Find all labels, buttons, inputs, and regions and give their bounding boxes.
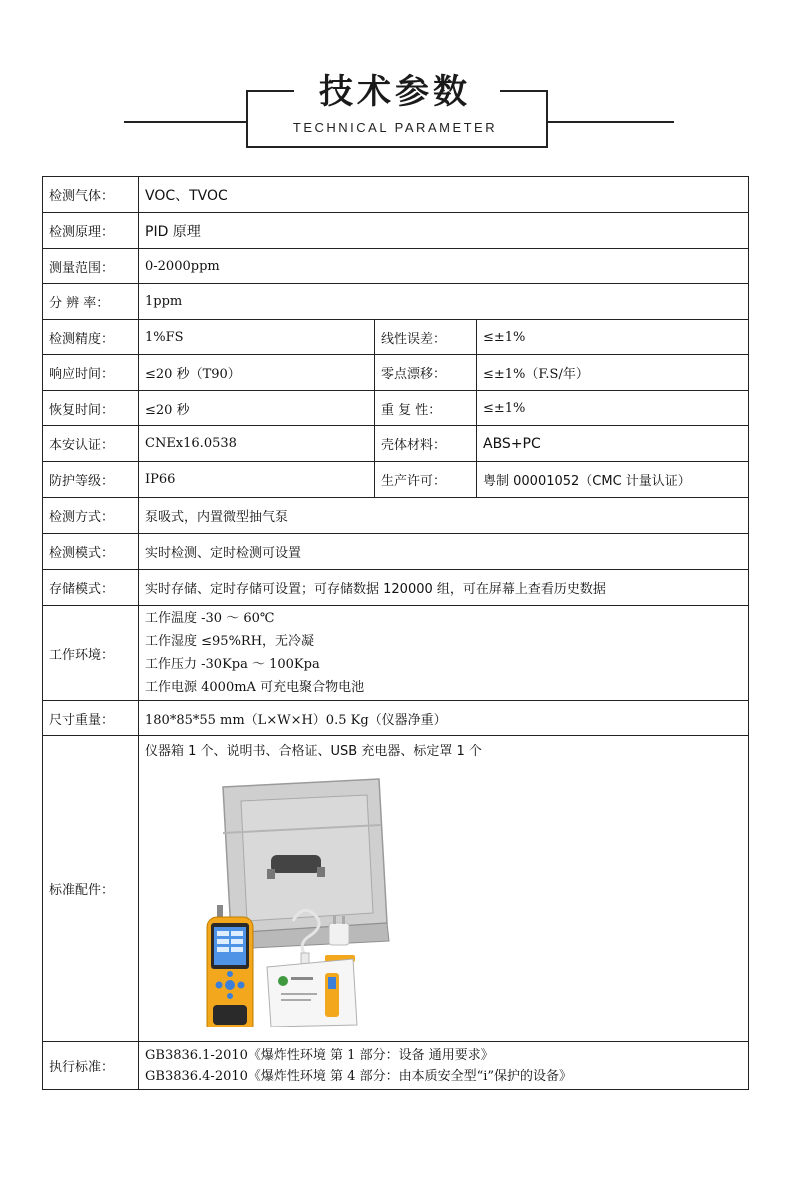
page-subtitle: TECHNICAL PARAMETER	[292, 120, 498, 135]
environment-value	[139, 606, 749, 701]
shell-label: 壳体材料：	[375, 426, 477, 462]
environment-line: 工作压力 -30Kpa ～ 100Kpa	[145, 657, 320, 672]
resolution-value: 1ppm	[139, 284, 749, 320]
section-header	[0, 0, 790, 170]
range-value: 0-2000ppm	[139, 249, 749, 284]
table-row	[43, 249, 749, 284]
instrument-kit-photo	[201, 773, 401, 1027]
manual-icon	[267, 959, 357, 1027]
table-row	[43, 426, 749, 462]
repeatability-value: ≤±1%	[477, 391, 749, 426]
linearity-label: 线性误差：	[375, 320, 477, 355]
standard-line: GB3836.4-2010《爆炸性环境 第 4 部分：由本质安全型“i”保护的设备》	[145, 1068, 573, 1084]
standard-value	[139, 1042, 749, 1090]
environment-line: 工作湿度 ≤95%RH，无冷凝	[145, 634, 315, 649]
zero-drift-value: ≤±1%（F.S/年）	[477, 355, 749, 391]
recovery-label: 恢复时间：	[43, 391, 139, 426]
linearity-value: ≤±1%	[477, 320, 749, 355]
gas-label: 检测气体：	[43, 177, 139, 213]
safety-label: 本安认证：	[43, 426, 139, 462]
table-row	[43, 701, 749, 736]
license-value: 粤制 00001052（CMC 计量认证）	[477, 462, 749, 498]
table-row	[43, 284, 749, 320]
storage-label: 存储模式：	[43, 570, 139, 606]
safety-value: CNEx16.0538	[139, 426, 375, 462]
accuracy-value: 1%FS	[139, 320, 375, 355]
resolution-label: 分 辨 率：	[43, 284, 139, 320]
environment-line: 工作温度 -30 ～ 60℃	[145, 611, 275, 626]
method-label: 检测方式：	[43, 498, 139, 534]
mode-label: 检测模式：	[43, 534, 139, 570]
table-row	[43, 1042, 749, 1090]
table-row	[43, 320, 749, 355]
accuracy-label: 检测精度：	[43, 320, 139, 355]
storage-value: 实时存储、定时存储可设置；可存储数据 120000 组，可在屏幕上查看历史数据	[139, 570, 749, 606]
principle-value: PID 原理	[139, 213, 749, 249]
table-row	[43, 355, 749, 391]
protection-label: 防护等级：	[43, 462, 139, 498]
accessories-cell	[139, 736, 749, 1042]
environment-label: 工作环境：	[43, 606, 139, 701]
recovery-value: ≤20 秒	[139, 391, 375, 426]
table-row	[43, 498, 749, 534]
environment-line: 工作电源 4000mA 可充电聚合物电池	[145, 680, 365, 695]
mode-value: 实时检测、定时检测可设置	[139, 534, 749, 570]
standard-label: 执行标准：	[43, 1042, 139, 1090]
spec-table	[42, 176, 749, 1090]
protection-value: IP66	[139, 462, 375, 498]
table-row	[43, 736, 749, 1042]
accessories-value: 仪器箱 1 个、说明书、合格证、USB 充电器、标定罩 1 个	[145, 744, 482, 759]
method-value: 泵吸式，内置微型抽气泵	[139, 498, 749, 534]
license-label: 生产许可：	[375, 462, 477, 498]
size-label: 尺寸重量：	[43, 701, 139, 736]
table-row	[43, 534, 749, 570]
accessories-label: 标准配件：	[43, 736, 139, 1042]
zero-drift-label: 零点漂移：	[375, 355, 477, 391]
shell-value: ABS+PC	[477, 426, 749, 462]
response-value: ≤20 秒（T90）	[139, 355, 375, 391]
repeatability-label: 重 复 性：	[375, 391, 477, 426]
principle-label: 检测原理：	[43, 213, 139, 249]
response-label: 响应时间：	[43, 355, 139, 391]
standard-line: GB3836.1-2010《爆炸性环境 第 1 部分：设备 通用要求》	[145, 1047, 494, 1063]
table-row	[43, 606, 749, 701]
range-label: 测量范围：	[43, 249, 139, 284]
gas-value: VOC、TVOC	[139, 177, 749, 213]
size-value: 180*85*55 mm（L×W×H）0.5 Kg（仪器净重）	[139, 701, 749, 736]
table-row	[43, 391, 749, 426]
page-title: 技术参数	[319, 72, 471, 112]
table-row	[43, 570, 749, 606]
gas-detector-icon	[207, 905, 253, 1027]
table-row	[43, 213, 749, 249]
table-row	[43, 462, 749, 498]
table-row	[43, 177, 749, 213]
